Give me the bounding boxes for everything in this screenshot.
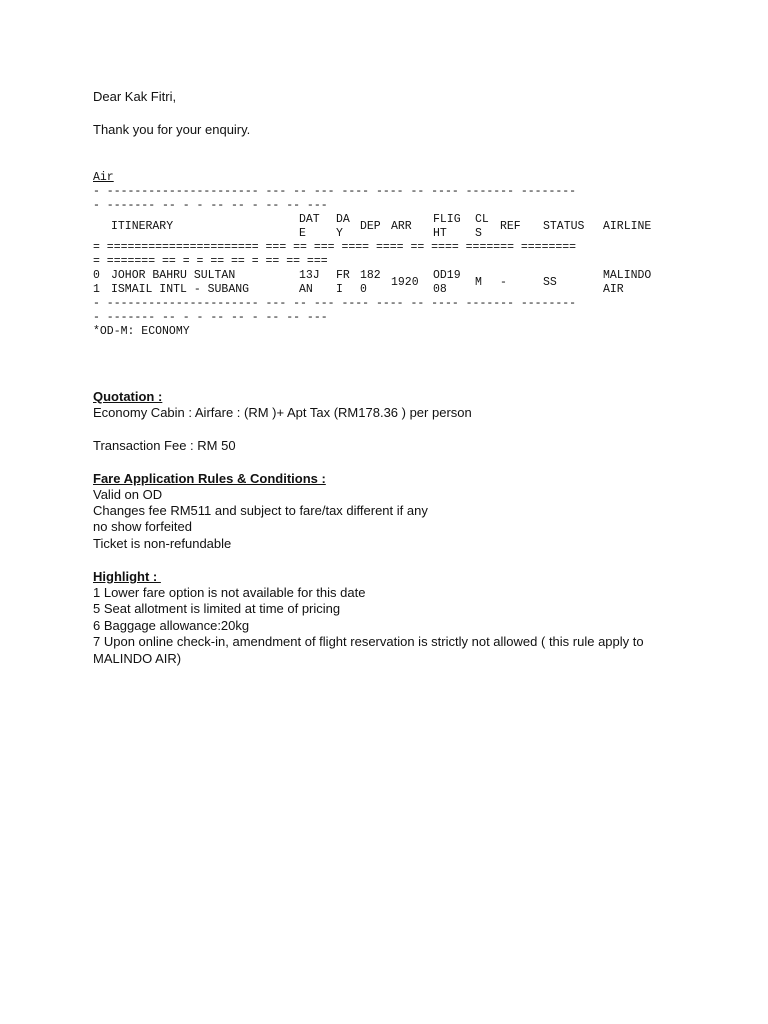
- fare-rules-heading: Fare Application Rules & Conditions :: [93, 471, 326, 486]
- thanks-line: Thank you for your enquiry.: [93, 122, 251, 137]
- quotation-heading: Quotation :: [93, 389, 163, 404]
- table-rule-top: - ---------------------- --- -- --- ---- ---- -- ---- ------- --------: [93, 185, 577, 198]
- cabin-note: *OD-M: ECONOMY: [93, 325, 190, 338]
- highlight-item: 1 Lower fare option is not available for this date: [93, 585, 366, 600]
- highlight-item: 7 Upon online check-in, amendment of flight reservation is strictly not allowed ( this rule apply to: [93, 634, 644, 649]
- header-date: DAT E: [299, 213, 320, 240]
- fare-rule-item: Changes fee RM511 and subject to fare/tax different if any: [93, 503, 428, 518]
- row-status: SS: [543, 276, 557, 289]
- fare-rule-item: no show forfeited: [93, 519, 193, 534]
- header-status: STATUS: [543, 220, 585, 233]
- fare-rule-item: Valid on OD: [93, 487, 163, 502]
- air-label: Air: [93, 171, 114, 184]
- table-rule-header: = ====================== === == === ==== ==== == ==== ======= ========: [93, 241, 577, 254]
- table-rule-top-wrap: - ------- -- - - -- -- - -- -- ---: [93, 199, 328, 212]
- quotation-line: Economy Cabin : Airfare : (RM )+ Apt Tax (RM178.36 ) per person: [93, 405, 472, 420]
- header-dep: DEP: [360, 220, 381, 233]
- row-date: 13J AN: [299, 269, 320, 296]
- fare-rule-item: Ticket is non-refundable: [93, 536, 232, 551]
- header-class: CL S: [475, 213, 489, 240]
- row-class: M: [475, 276, 482, 289]
- row-arr: 1920: [391, 276, 419, 289]
- row-number: 0 1: [93, 269, 100, 296]
- highlight-heading: Highlight :: [93, 569, 161, 584]
- table-rule-bottom: - ---------------------- --- -- --- ---- ---- -- ---- ------- --------: [93, 297, 577, 310]
- row-dep: 182 0: [360, 269, 381, 296]
- row-day: FR I: [336, 269, 350, 296]
- table-row: [93, 269, 693, 297]
- row-airline: MALINDO AIR: [603, 269, 652, 296]
- table-rule-bottom-wrap: - ------- -- - - -- -- - -- -- ---: [93, 311, 328, 324]
- table-header-row: [93, 213, 693, 241]
- row-flight: OD19 08: [433, 269, 461, 296]
- row-ref: -: [500, 276, 507, 289]
- row-itinerary: JOHOR BAHRU SULTAN ISMAIL INTL - SUBANG: [111, 269, 250, 296]
- transaction-fee: Transaction Fee : RM 50: [93, 438, 236, 453]
- highlight-item: MALINDO AIR): [93, 651, 182, 666]
- highlight-item: 5 Seat allotment is limited at time of pricing: [93, 601, 341, 616]
- highlight-item: 6 Baggage allowance:20kg: [93, 618, 250, 633]
- header-day: DA Y: [336, 213, 350, 240]
- header-itinerary: ITINERARY: [111, 220, 174, 233]
- greeting: Dear Kak Fitri,: [93, 89, 177, 104]
- header-arr: ARR: [391, 220, 412, 233]
- header-ref: REF: [500, 220, 521, 233]
- header-flight: FLIG HT: [433, 213, 461, 240]
- table-rule-header-wrap: = ======= == = = == == = == == ===: [93, 255, 328, 268]
- header-airline: AIRLINE: [603, 220, 652, 233]
